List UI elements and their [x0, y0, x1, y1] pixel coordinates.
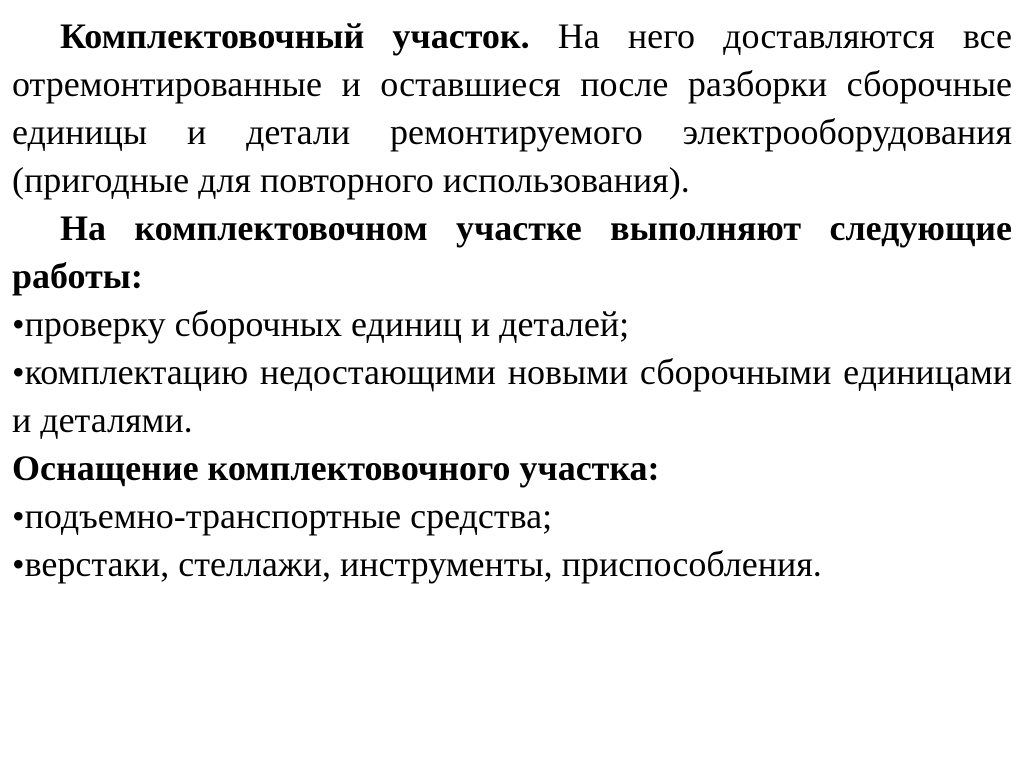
bullet-icon: •	[12, 544, 25, 584]
bullet-icon: •	[12, 304, 25, 344]
works-item-text: комплектацию недостающими новыми сборочными единицами и деталями.	[12, 352, 1012, 440]
intro-lead-text: На него доставляются все отремонтированные и оставшиеся после разборки сборочные единицы и детали ремонтируемого электрооборудования (пригодные для повторного использования).	[12, 16, 1012, 200]
works-heading: На комплектовочном участке выполняют следующие работы:	[12, 208, 1012, 296]
slide-content	[12, 12, 1012, 588]
works-bullet-1	[12, 300, 1012, 348]
works-bullet-2	[12, 348, 1012, 444]
bullet-icon: •	[12, 352, 25, 392]
equipment-heading: Оснащение комплектовочного участка:	[12, 448, 660, 488]
intro-paragraph	[12, 12, 1012, 204]
equipment-bullet-1	[12, 492, 1012, 540]
works-item-text: проверку сборочных единиц и деталей;	[24, 304, 630, 344]
equipment-bullet-2	[12, 540, 1012, 588]
bullet-icon: •	[12, 496, 25, 536]
equipment-item-text: верстаки, стеллажи, инструменты, приспособления.	[24, 544, 822, 584]
intro-lead-bold: Комплектовочный участок.	[60, 16, 530, 56]
equipment-item-text: подъемно-транспортные средства;	[24, 496, 553, 536]
